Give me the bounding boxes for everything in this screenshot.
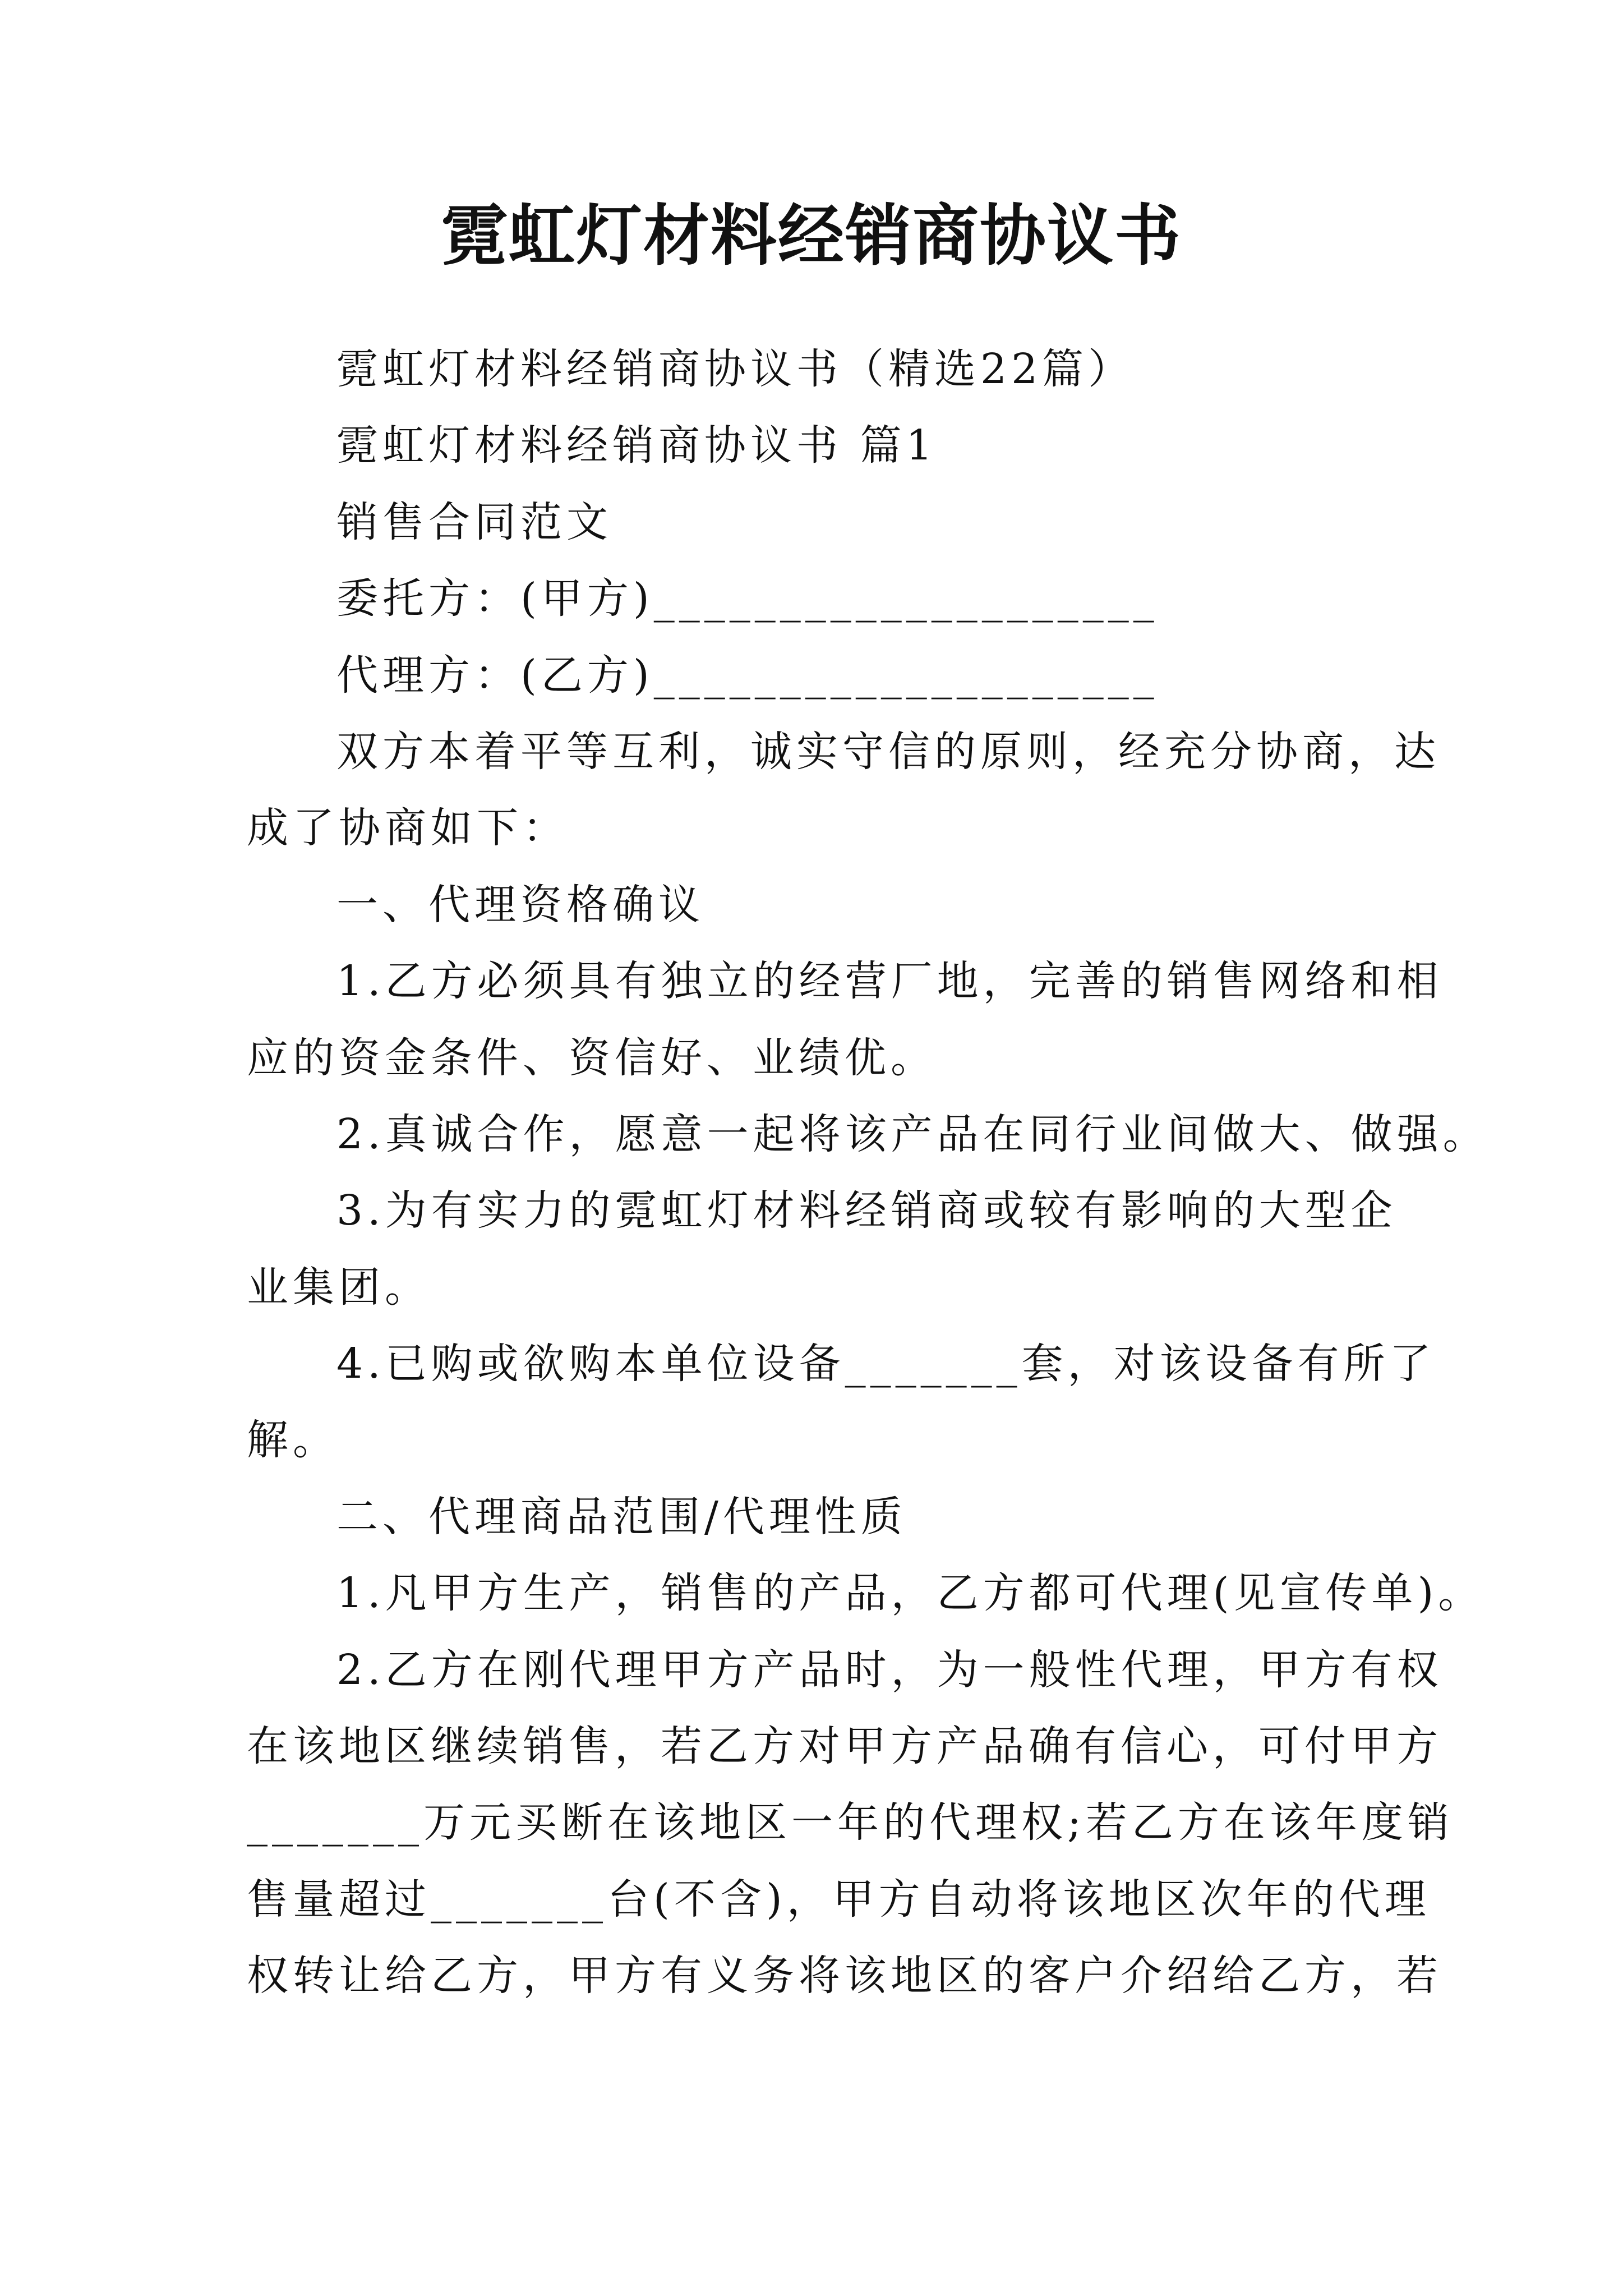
paragraph-line: 2.真诚合作，愿意一起将该产品在同行业间做大、做强。 xyxy=(336,1110,1489,1158)
paragraph-line: 在该地区继续销售，若乙方对甲方产品确有信心，可付甲方 xyxy=(247,1722,1442,1771)
paragraph-line: 委托方：(甲方)____________________ xyxy=(336,574,1159,623)
paragraph-line: 霓虹灯材料经销商协议书（精选22篇） xyxy=(336,345,1135,393)
paragraph-line: 解。 xyxy=(247,1416,339,1465)
paragraph-line: 成了协商如下： xyxy=(247,804,569,853)
paragraph-line: 1.凡甲方生产，销售的产品，乙方都可代理(见宣传单)。 xyxy=(336,1569,1484,1618)
paragraph-line: 代理方：(乙方)____________________ xyxy=(336,651,1159,700)
paragraph-line: 霓虹灯材料经销商协议书 篇1 xyxy=(336,421,937,470)
document-title: 霓虹灯材料经销商协议书 xyxy=(441,196,1182,274)
paragraph-line: 二、代理商品范围/代理性质 xyxy=(336,1492,907,1541)
paragraph-line: 2.乙方在刚代理甲方产品时，为一般性代理，甲方有权 xyxy=(336,1645,1443,1694)
paragraph-line: 应的资金条件、资信好、业绩优。 xyxy=(247,1033,937,1082)
paragraph-line: 1.乙方必须具有独立的经营厂地，完善的销售网络和相 xyxy=(336,957,1443,1006)
paragraph-line: 4.已购或欲购本单位设备_______套，对该设备有所了 xyxy=(336,1340,1436,1388)
paragraph-line: _______万元买断在该地区一年的代理权;若乙方在该年度销 xyxy=(247,1798,1454,1847)
paragraph-line: 一、代理资格确议 xyxy=(336,880,704,929)
paragraph-line: 销售合同范文 xyxy=(336,498,612,546)
paragraph-line: 业集团。 xyxy=(247,1263,431,1312)
paragraph-line: 双方本着平等互利，诚实守信的原则，经充分协商，达 xyxy=(336,727,1440,776)
paragraph-line: 3.为有实力的霓虹灯材料经销商或较有影响的大型企 xyxy=(336,1186,1397,1235)
document-body xyxy=(247,331,1489,2014)
paragraph-line: 售量超过_______台(不含)，甲方自动将该地区次年的代理 xyxy=(247,1875,1431,1924)
paragraph-line: 权转让给乙方，甲方有义务将该地区的客户介绍给乙方，若 xyxy=(247,1952,1442,2000)
